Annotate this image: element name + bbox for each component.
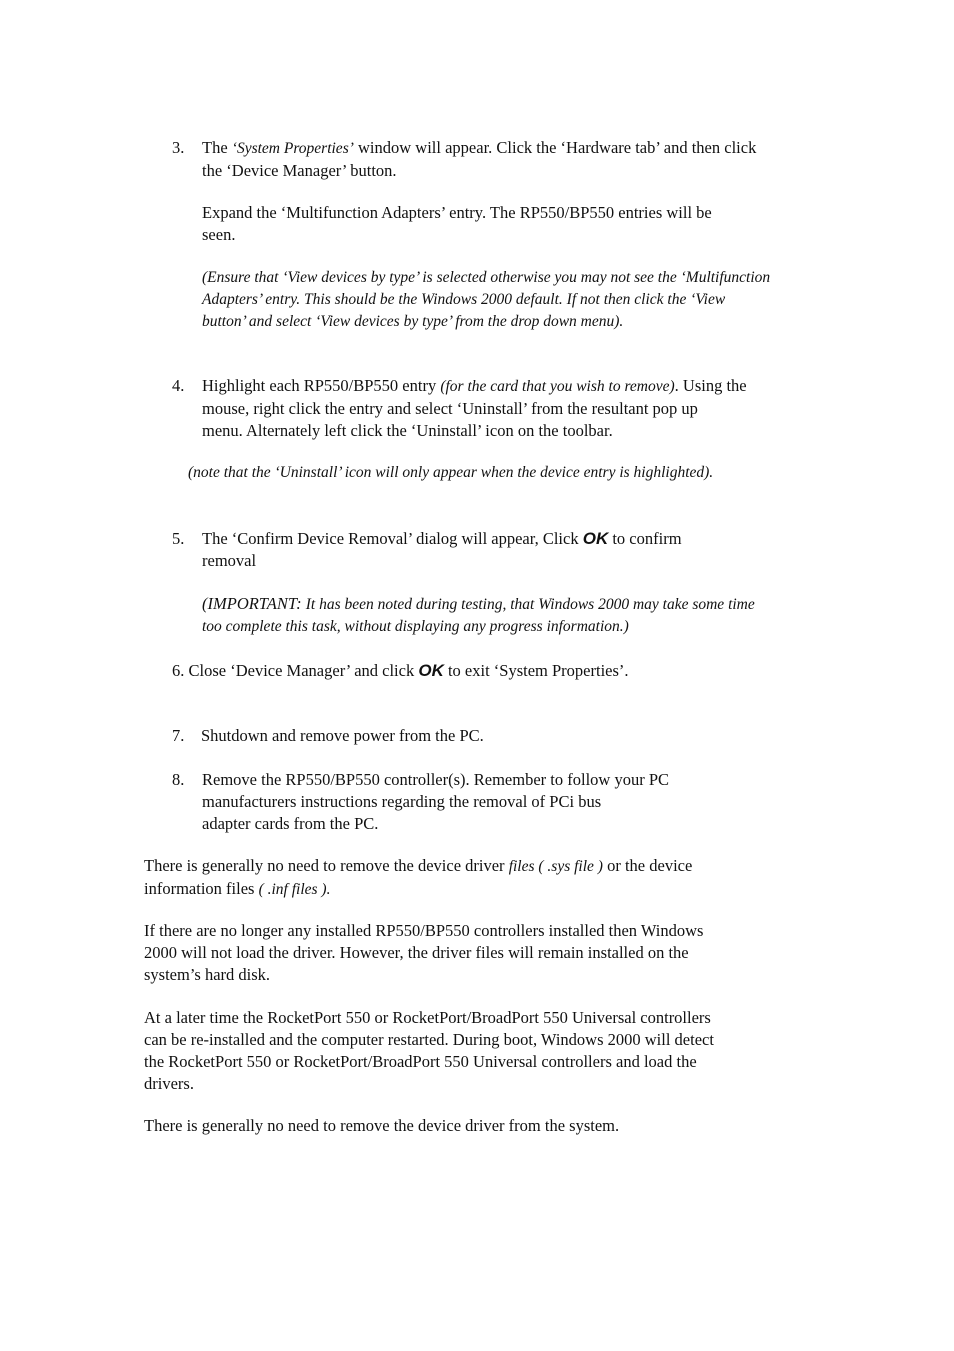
step-6-ok: OK xyxy=(418,661,444,680)
step-5-pre: The ‘Confirm Device Removal’ dialog will appear, Click xyxy=(202,529,583,548)
step-4-line-3: menu. Alternately left click the ‘Uninstall’ icon on the toolbar. xyxy=(202,421,613,440)
step-3-note-line-1: (Ensure that ‘View devices by type’ is selected otherwise you may not see the ‘Multifunction xyxy=(202,269,771,286)
step-3-pre: The xyxy=(202,138,232,157)
paragraph-2-line-1: If there are no longer any installed RP550/BP550 controllers installed then Windows xyxy=(144,921,704,940)
step-3-italic: ‘System Properties’ xyxy=(231,140,354,157)
step-3-note xyxy=(202,267,770,333)
step-3-note-line-2: Adapters’ entry. This should be the Windows 2000 default. If not then click the ‘View xyxy=(202,291,726,308)
paragraph-2-line-2: 2000 will not load the driver. However, the driver files will remain installed on the xyxy=(144,943,689,962)
paragraph-3-line-1: At a later time the RocketPort 550 or RocketPort/BroadPort 550 Universal controllers xyxy=(144,1008,711,1027)
step-4-number: 4. xyxy=(172,376,185,395)
step-3-note-line-3: button’ and select ‘View devices by type’ from the drop down menu). xyxy=(202,313,624,330)
paragraph-2-line-3: system’s hard disk. xyxy=(144,965,271,984)
paragraph-no-controllers xyxy=(144,920,703,986)
step-6-text xyxy=(172,660,629,682)
paragraph-1-line-2 xyxy=(144,878,692,901)
step-4-note: (note that the ‘Uninstall’ icon will only appear when the device entry is highlighted). xyxy=(188,464,714,481)
step-8-line-3: adapter cards from the PC. xyxy=(202,814,379,833)
step-4-text xyxy=(202,375,747,442)
step-3-post: window will appear. Click the ‘Hardware tab’ and then click xyxy=(353,138,757,157)
step-4-post: . Using the xyxy=(674,376,747,395)
step-3-text xyxy=(202,137,756,182)
paragraph-1-mid: or the device xyxy=(602,856,693,875)
step-5-important-line-1 xyxy=(202,593,755,616)
paragraph-reinstall xyxy=(144,1007,714,1095)
step-5-number: 5. xyxy=(172,529,185,548)
step-5-important-label: (IMPORTANT: xyxy=(202,594,306,613)
paragraph-1-line-1 xyxy=(144,855,692,878)
step-8-line-1: Remove the RP550/BP550 controller(s). Remember to follow your PC xyxy=(202,770,669,789)
paragraph-3-line-2: can be re-installed and the computer restarted. During boot, Windows 2000 will detect xyxy=(144,1030,714,1049)
step-5-text xyxy=(202,528,682,572)
step-5-important-text: It has been noted during testing, that Windows 2000 may take some time xyxy=(305,596,755,613)
step-5-post: to confirm xyxy=(608,529,682,548)
step-3-expand xyxy=(202,202,712,246)
step-3-line-1 xyxy=(202,137,756,160)
step-8-line-2: manufacturers instructions regarding the removal of PCi bus xyxy=(202,792,602,811)
paragraph-1-italic-1: files ( .sys file ) xyxy=(508,858,603,875)
step-3-expand-line-1: Expand the ‘Multifunction Adapters’ entry. The RP550/BP550 entries will be xyxy=(202,203,712,222)
step-3-number: 3. xyxy=(172,138,185,157)
step-3-expand-line-2: seen. xyxy=(202,225,236,244)
step-5-line-1 xyxy=(202,528,682,550)
step-8-number: 8. xyxy=(172,770,185,789)
paragraph-3-line-4: drivers. xyxy=(144,1074,194,1093)
step-4-line-1 xyxy=(202,375,747,398)
paragraph-no-need: There is generally no need to remove the device driver from the system. xyxy=(144,1116,620,1135)
step-5-important-line-2: too complete this task, without displaying any progress information.) xyxy=(202,618,629,635)
step-6-pre: 6. Close ‘Device Manager’ and click xyxy=(172,661,419,680)
step-5-important xyxy=(202,593,755,638)
paragraph-driver-files xyxy=(144,855,692,901)
step-4-pre: Highlight each RP550/BP550 entry xyxy=(202,376,441,395)
step-4-line-2: mouse, right click the entry and select ‘Uninstall’ from the resultant pop up xyxy=(202,399,698,418)
step-6-post: to exit ‘System Properties’. xyxy=(443,661,629,680)
step-7-text: Shutdown and remove power from the PC. xyxy=(201,726,484,745)
paragraph-1-italic-2: ( .inf files ). xyxy=(258,881,331,898)
step-5-line-2: removal xyxy=(202,551,257,570)
paragraph-1-pre: There is generally no need to remove the device driver xyxy=(144,856,509,875)
step-8-text xyxy=(202,769,669,835)
paragraph-1-line-2-pre: information files xyxy=(144,879,259,898)
step-3-line-2: the ‘Device Manager’ button. xyxy=(202,161,397,180)
step-4-italic: (for the card that you wish to remove) xyxy=(440,378,675,395)
step-7-number: 7. xyxy=(172,726,185,745)
paragraph-3-line-3: the RocketPort 550 or RocketPort/BroadPort 550 Universal controllers and load the xyxy=(144,1052,697,1071)
step-5-ok: OK xyxy=(582,529,609,548)
